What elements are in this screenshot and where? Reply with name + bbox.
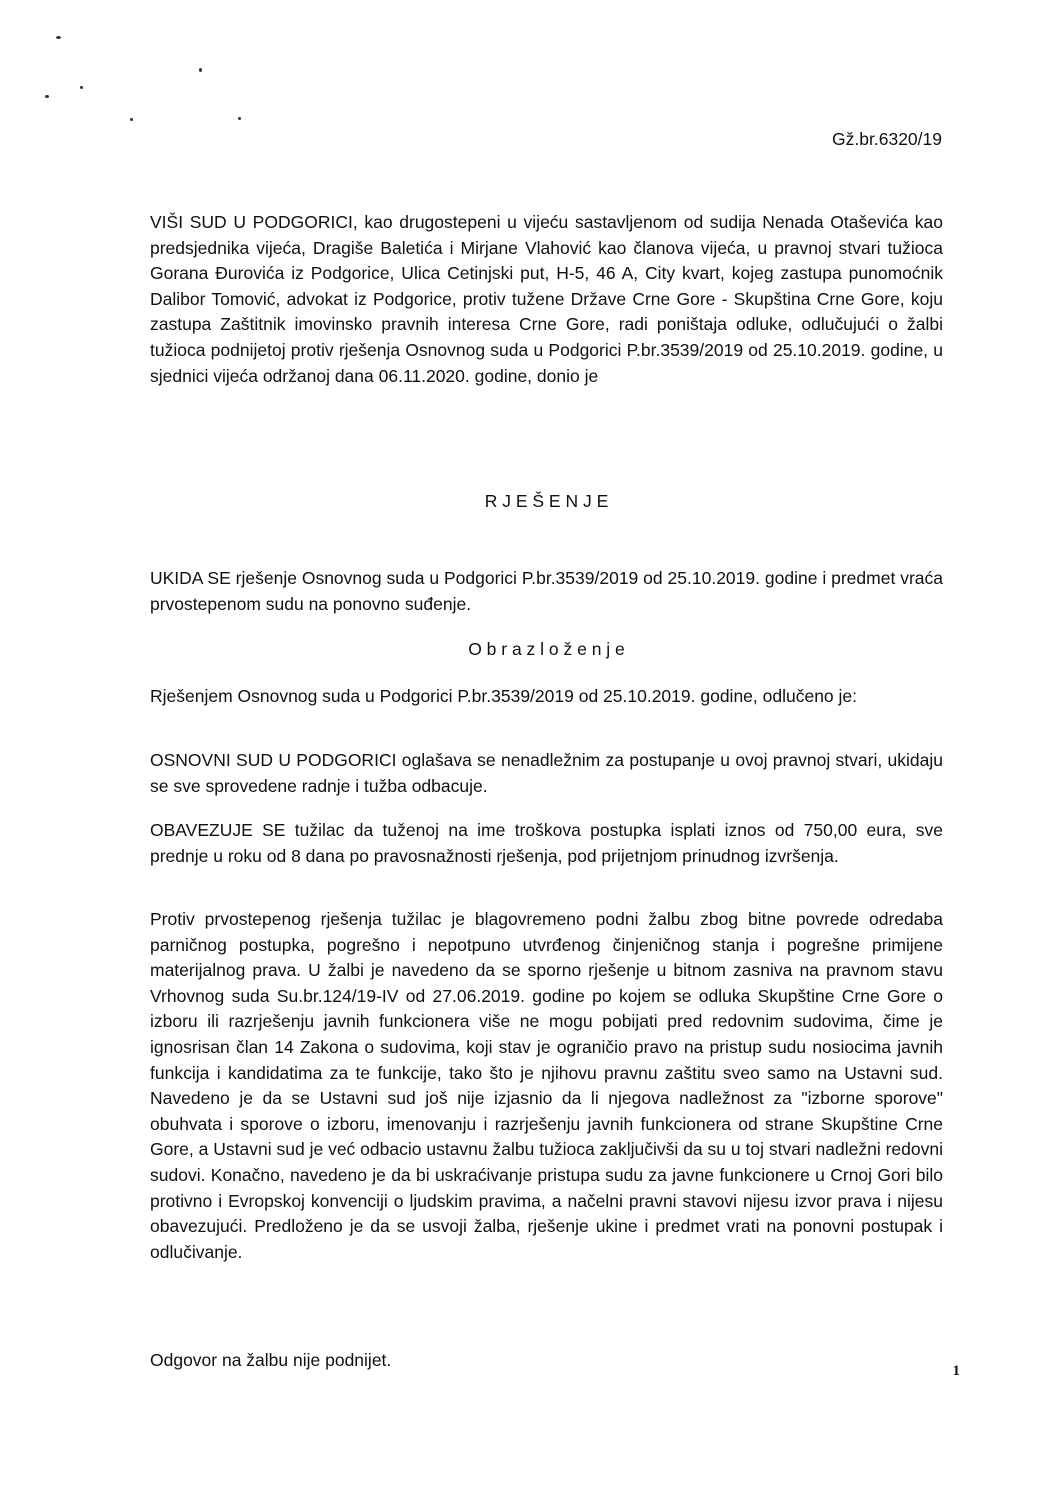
scan-speck: [80, 86, 83, 89]
reasoning-paragraph-3: OBAVEZUJE SE tužilac da tuženoj na ime troškova postupka isplati iznos od 750,00 eura, sve prednje u roku od 8 dana po pravosnažnosti rješenja, pod prijetnjom prinudnog izvršenja.: [150, 820, 943, 866]
decision-title: R J E Š E N J E: [484, 491, 609, 511]
decision-text: UKIDA SE rješenje Osnovnog suda u Podgorici P.br.3539/2019 od 25.10.2019. godine i predmet vraća prvostepenom sudu na ponovno suđenje.: [150, 568, 943, 614]
scan-speck: [56, 36, 61, 39]
reasoning-paragraph-5: Odgovor na žalbu nije podnijet.: [150, 1350, 392, 1370]
reasoning-paragraph-4: Protiv prvostepenog rješenja tužilac je blagovremeno podni žalbu zbog bitne povrede odredaba parničnog postupka, pogrešno i nepotpuno utvrđenog činjeničnog stanja i pogrešne primijene materijalnog prava. U žalbi je navedeno da se sporno rješenje u bitnom zasniva na pravnom stavu Vrhovnog suda Su.br.124/19-IV od 27.06.2019. godine po kojem se odluka Skupštine Crne Gore o izboru ili razrješenju javnih funkcionera više ne mogu pobijati pred redovnim sudovima, čime je ignosrisan član 14 Zakona o sudovima, koji stav je ograničio pravo na pristup sudu nosiocima javnih funkcija i kandidatima za te funkcije, tako što je njihovu pravnu zaštitu sveo samo na Ustavni sud. Navedeno je da se Ustavni sud još nije izjasnio da li njegova nadležnost za "izborne sporove" obuhvata i sporove o izboru, imenovanju i razrješenju javnih funkcionera od strane Skupštine Crne Gore, a Ustavni sud je već odbacio ustavnu žalbu tužioca zaključivši da su u toj stvari nadležni redovni sudovi. Konačno, navedeno je da bi uskraćivanje pristupa sudu za javne funkcionere u Crnoj Gori bilo protivno i Evropskoj konvenciji o ljudskim pravima, a načelni pravni stavovi nijesu izvor prava i nijesu obavezujući. Predloženo je da se usvoji žalba, rješenje ukine i predmet vrati na ponovni postupak i odlučivanje.: [150, 909, 943, 1262]
scan-speck: [130, 118, 133, 121]
reasoning-paragraph-1: Rješenjem Osnovnog suda u Podgorici P.br.3539/2019 od 25.10.2019. godine, odlučeno je:: [150, 686, 858, 706]
reasoning-title: O b r a z l o ž e n j e: [468, 639, 625, 659]
scan-speck: [238, 117, 241, 120]
scan-speck: [45, 95, 49, 98]
reasoning-paragraph-2: OSNOVNI SUD U PODGORICI oglašava se nenadležnim za postupanje u ovoj pravnoj stvari, ukidaju se sve sprovedene radnje i tužba odbacuje.: [150, 750, 943, 796]
page-number: 1: [952, 1363, 960, 1379]
intro-paragraph: VIŠI SUD U PODGORICI, kao drugostepeni u vijeću sastavljenom od sudija Nenada Otaševića kao predsjednika vijeća, Dragiše Baletića i Mirjane Vlahović kao članova vijeća, u pravnoj stvari tužioca Gorana Đurovića iz Podgorice, Ulica Cetinjski put, H-5, 46 A, City kvart, kojeg zastupa punomoćnik Dalibor Tomović, advokat iz Podgorice, protiv tužene Države Crne Gore - Skupština Crne Gore, koju zastupa Zaštitnik imovinsko pravnih interesa Crne Gore, radi poništaja odluke, odlučujući o žalbi tužioca podnijetoj protiv rješenja Osnovnog suda u Podgorici P.br.3539/2019 od 25.10.2019. godine, u sjednici vijeća održanoj dana 06.11.2020. godine, donio je: [150, 212, 943, 386]
scan-speck: [199, 68, 202, 72]
case-number: Gž.br.6320/19: [832, 129, 942, 149]
